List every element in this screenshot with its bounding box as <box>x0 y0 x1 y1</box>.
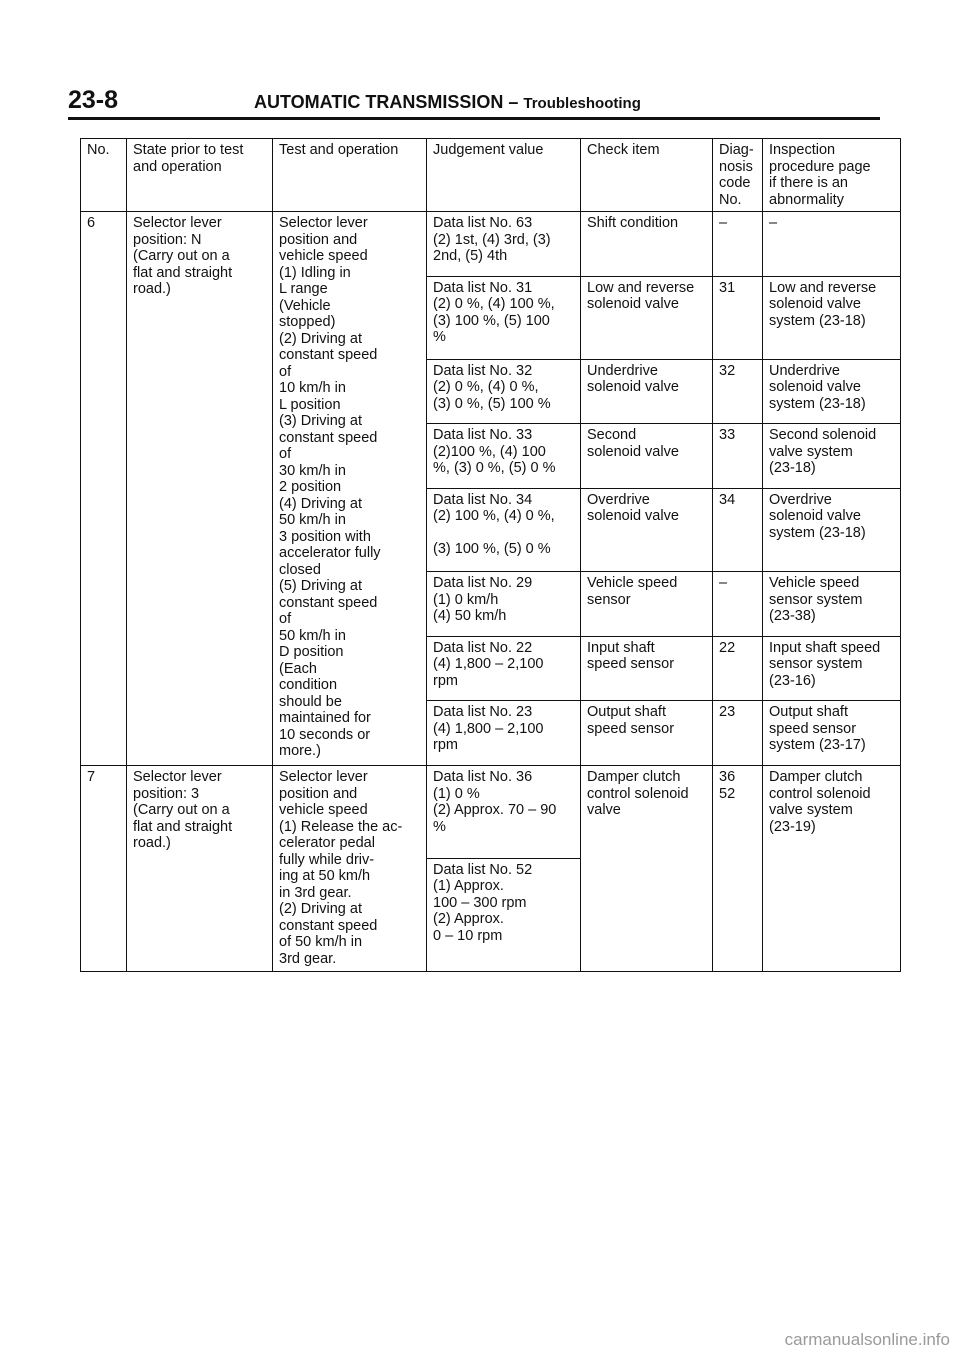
diagnosis-code-cell: – <box>713 572 763 637</box>
diagnosis-code-cell: 36 52 <box>713 766 763 972</box>
check-item-cell: Second solenoid valve <box>581 424 713 489</box>
section-title: AUTOMATIC TRANSMISSION <box>254 92 504 112</box>
check-item-cell: Overdrive solenoid valve <box>581 488 713 571</box>
page-title <box>254 92 641 113</box>
diagnosis-code-cell: 32 <box>713 359 763 424</box>
inspection-cell: Low and reverse solenoid valve system (23-18) <box>763 276 901 359</box>
judgement-cell: Data list No. 32 (2) 0 %, (4) 0 %, (3) 0 %, (5) 100 % <box>427 359 581 424</box>
diagnosis-code-cell: 31 <box>713 276 763 359</box>
judgement-cell: Data list No. 29 (1) 0 km/h (4) 50 km/h <box>427 572 581 637</box>
troubleshooting-table <box>80 138 901 972</box>
check-item-cell: Low and reverse solenoid valve <box>581 276 713 359</box>
check-item-cell: Output shaft speed sensor <box>581 701 713 766</box>
column-header-test: Test and operation <box>273 139 427 212</box>
header-rule <box>68 117 880 120</box>
diagnosis-code-cell: 33 <box>713 424 763 489</box>
test-operation-cell: Selector lever position and vehicle speed (1) Release the ac- celerator pedal fully while driv- ing at 50 km/h in 3rd gear. (2) Driving at constant speed of 50 km/h in 3rd gear. <box>273 766 427 972</box>
column-header-state: State prior to test and operation <box>127 139 273 212</box>
judgement-cell: Data list No. 52 (1) Approx. 100 – 300 rpm (2) Approx. 0 – 10 rpm <box>427 858 581 971</box>
column-header-diagnosis-code: Diag- nosis code No. <box>713 139 763 212</box>
judgement-cell: Data list No. 34 (2) 100 %, (4) 0 %, (3) 100 %, (5) 0 % <box>427 488 581 571</box>
inspection-cell: Overdrive solenoid valve system (23-18) <box>763 488 901 571</box>
check-item-cell: Damper clutch control solenoid valve <box>581 766 713 972</box>
judgement-cell: Data list No. 22 (4) 1,800 – 2,100 rpm <box>427 636 581 701</box>
inspection-cell: Output shaft speed sensor system (23-17) <box>763 701 901 766</box>
column-header-inspection: Inspection procedure page if there is an abnormality <box>763 139 901 212</box>
diagnosis-code-cell: 23 <box>713 701 763 766</box>
item-number: 6 <box>81 212 127 766</box>
title-separator: – <box>508 92 519 112</box>
inspection-cell: Underdrive solenoid valve system (23-18) <box>763 359 901 424</box>
column-header-check-item: Check item <box>581 139 713 212</box>
inspection-cell: Vehicle speed sensor system (23-38) <box>763 572 901 637</box>
column-header-judgement: Judgement value <box>427 139 581 212</box>
state-cell: Selector lever position: N (Carry out on a flat and straight road.) <box>127 212 273 766</box>
diagnosis-code-cell: – <box>713 212 763 277</box>
column-header-no: No. <box>81 139 127 212</box>
judgement-cell: Data list No. 36 (1) 0 % (2) Approx. 70 – 90 % <box>427 766 581 859</box>
state-cell: Selector lever position: 3 (Carry out on a flat and straight road.) <box>127 766 273 972</box>
page-header <box>68 86 880 116</box>
watermark: carmanualsonline.info <box>784 1330 950 1349</box>
inspection-cell: Damper clutch control solenoid valve system (23-19) <box>763 766 901 972</box>
check-item-cell: Shift condition <box>581 212 713 277</box>
inspection-cell: Input shaft speed sensor system (23-16) <box>763 636 901 701</box>
page-number: 23-8 <box>68 86 119 114</box>
table-header-row <box>81 139 901 212</box>
judgement-cell: Data list No. 63 (2) 1st, (4) 3rd, (3) 2nd, (5) 4th <box>427 212 581 277</box>
inspection-cell: Second solenoid valve system (23-18) <box>763 424 901 489</box>
section-subtitle: Troubleshooting <box>523 95 641 112</box>
inspection-cell: – <box>763 212 901 277</box>
check-item-cell: Vehicle speed sensor <box>581 572 713 637</box>
diagnosis-code-cell: 34 <box>713 488 763 571</box>
check-item-cell: Underdrive solenoid valve <box>581 359 713 424</box>
diagnosis-code-cell: 22 <box>713 636 763 701</box>
table-row <box>81 766 901 859</box>
check-item-cell: Input shaft speed sensor <box>581 636 713 701</box>
test-operation-cell: Selector lever position and vehicle speed (1) Idling in L range (Vehicle stopped) (2) Driving at constant speed of 10 km/h in L position (3) Driving at constant speed of 30 km/h in 2 position (4) Driving at 50 km/h in 3 position with accelerator fully closed (5) Driving at constant speed of 50 km/h in D position (Each condition should be maintained for 10 seconds or more.) <box>273 212 427 766</box>
item-number: 7 <box>81 766 127 972</box>
judgement-cell: Data list No. 31 (2) 0 %, (4) 100 %, (3) 100 %, (5) 100 % <box>427 276 581 359</box>
judgement-cell: Data list No. 23 (4) 1,800 – 2,100 rpm <box>427 701 581 766</box>
table-row <box>81 212 901 277</box>
judgement-cell: Data list No. 33 (2)100 %, (4) 100 %, (3) 0 %, (5) 0 % <box>427 424 581 489</box>
